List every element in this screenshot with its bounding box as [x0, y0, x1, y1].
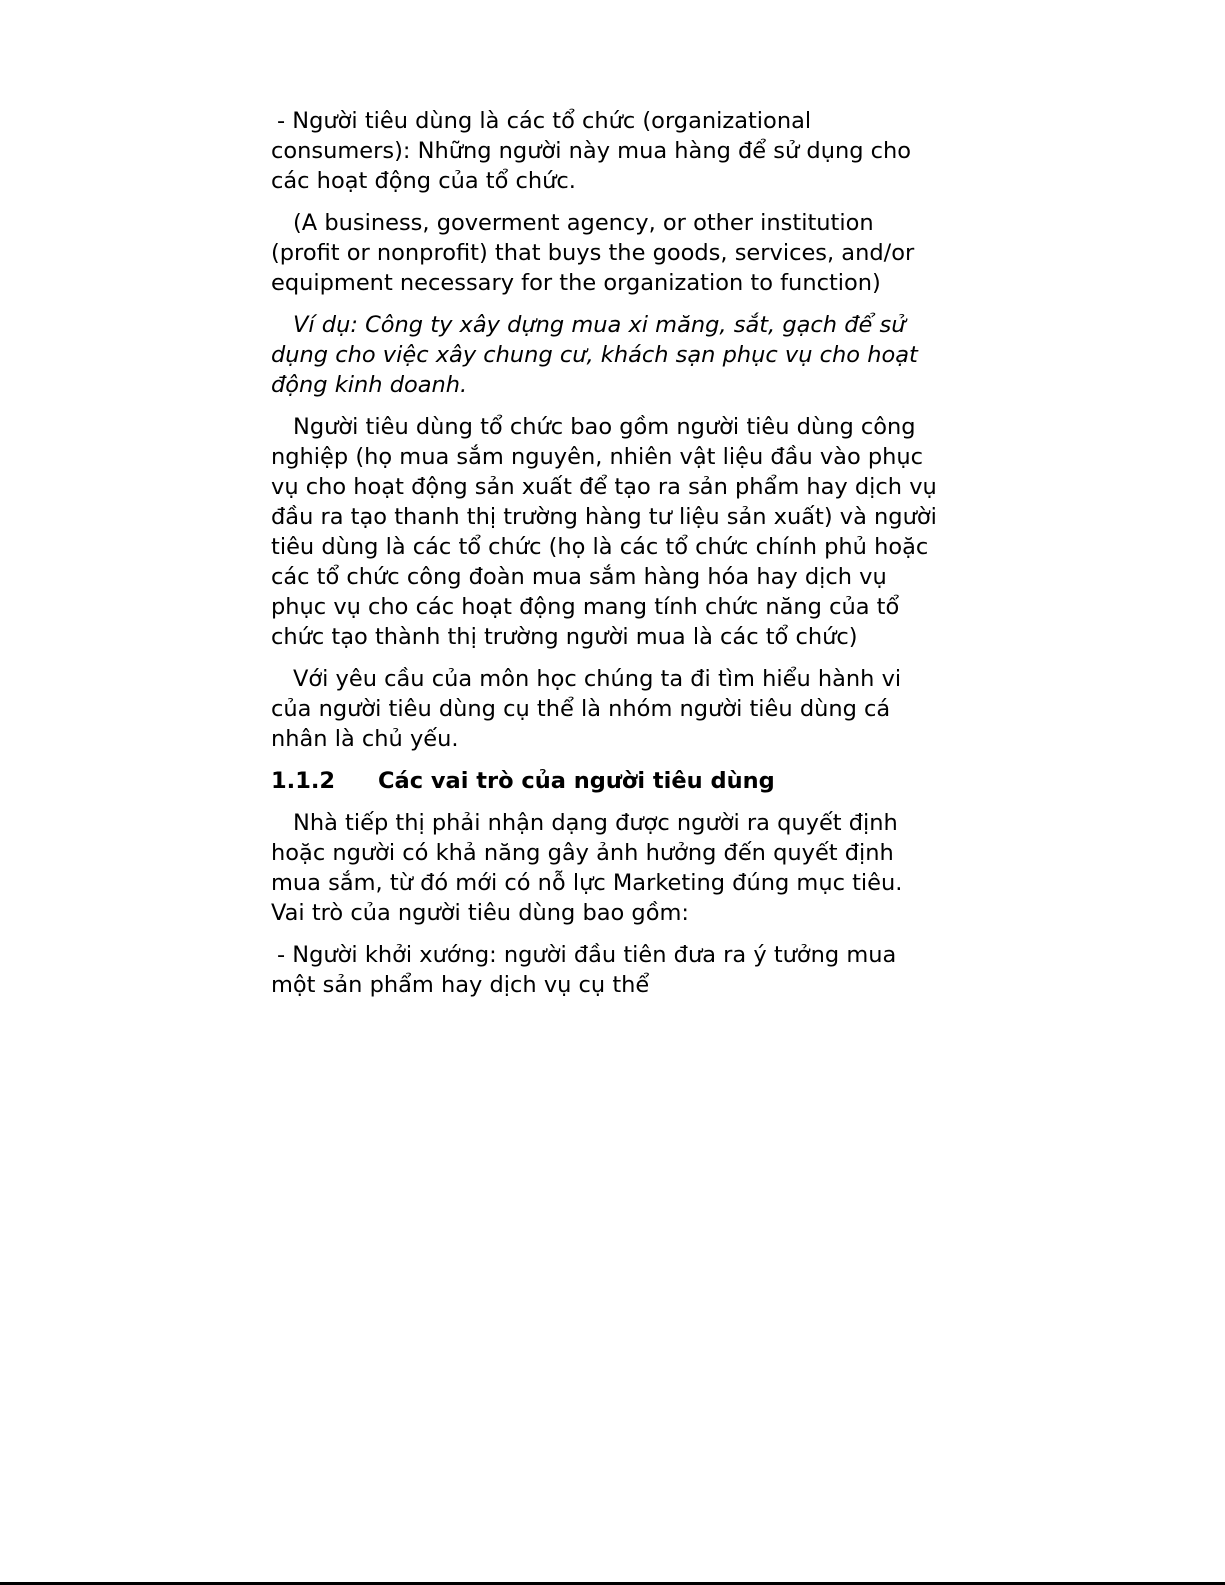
- paragraph-organizational-consumers: - Người tiêu dùng là các tổ chức (organizational consumers): Những người này mua hàng để sử dụng cho các hoạt động của tổ chức.: [271, 108, 912, 194]
- paragraph-organizational-types: Người tiêu dùng tổ chức bao gồm người tiêu dùng công nghiệp (họ mua sắm nguyên, nhiên vật liệu đầu vào phục vụ cho hoạt động sản xuất để tạo ra sản phẩm hay dịch vụ đầu ra tạo thanh thị trường hàng tư liệu sản xuất) và người tiêu dùng là các tổ chức (họ là các tổ chức chính phủ hoặc các tổ chức công đoàn mua sắm hàng hóa hay dịch vụ phục vụ cho các hoạt động mang tính chức năng của tổ chức tạo thành thị trường người mua là các tổ chức): [271, 414, 937, 650]
- section-heading: [271, 766, 943, 796]
- paragraph-initiator: - Người khởi xướng: người đầu tiên đưa ra ý tưởng mua một sản phẩm hay dịch vụ cụ thể: [271, 942, 897, 998]
- paragraph-course-scope: Với yêu cầu của môn học chúng ta đi tìm hiểu hành vi của người tiêu dùng cụ thể là nhóm người tiêu dùng cá nhân là chủ yếu.: [271, 666, 902, 752]
- paragraph-marketer-roles: Nhà tiếp thị phải nhận dạng được người ra quyết định hoặc người có khả năng gây ảnh hưởng đến quyết định mua sắm, từ đó mới có nỗ lực Marketing đúng mục tiêu. Vai trò của người tiêu dùng bao gồm:: [271, 810, 903, 926]
- paragraph-english-definition: (A business, goverment agency, or other institution (profit or nonprofit) that buys the goods, services, and/or equipment necessary for the organization to function): [271, 210, 915, 296]
- section-number: 1.1.2: [271, 768, 336, 794]
- document-body: [271, 106, 943, 1012]
- paragraph-example: Ví dụ: Công ty xây dựng mua xi măng, sắt, gạch để sử dụng cho việc xây chung cư, khách sạn phục vụ cho hoạt động kinh doanh.: [271, 312, 918, 398]
- section-title: Các vai trò của người tiêu dùng: [378, 768, 775, 794]
